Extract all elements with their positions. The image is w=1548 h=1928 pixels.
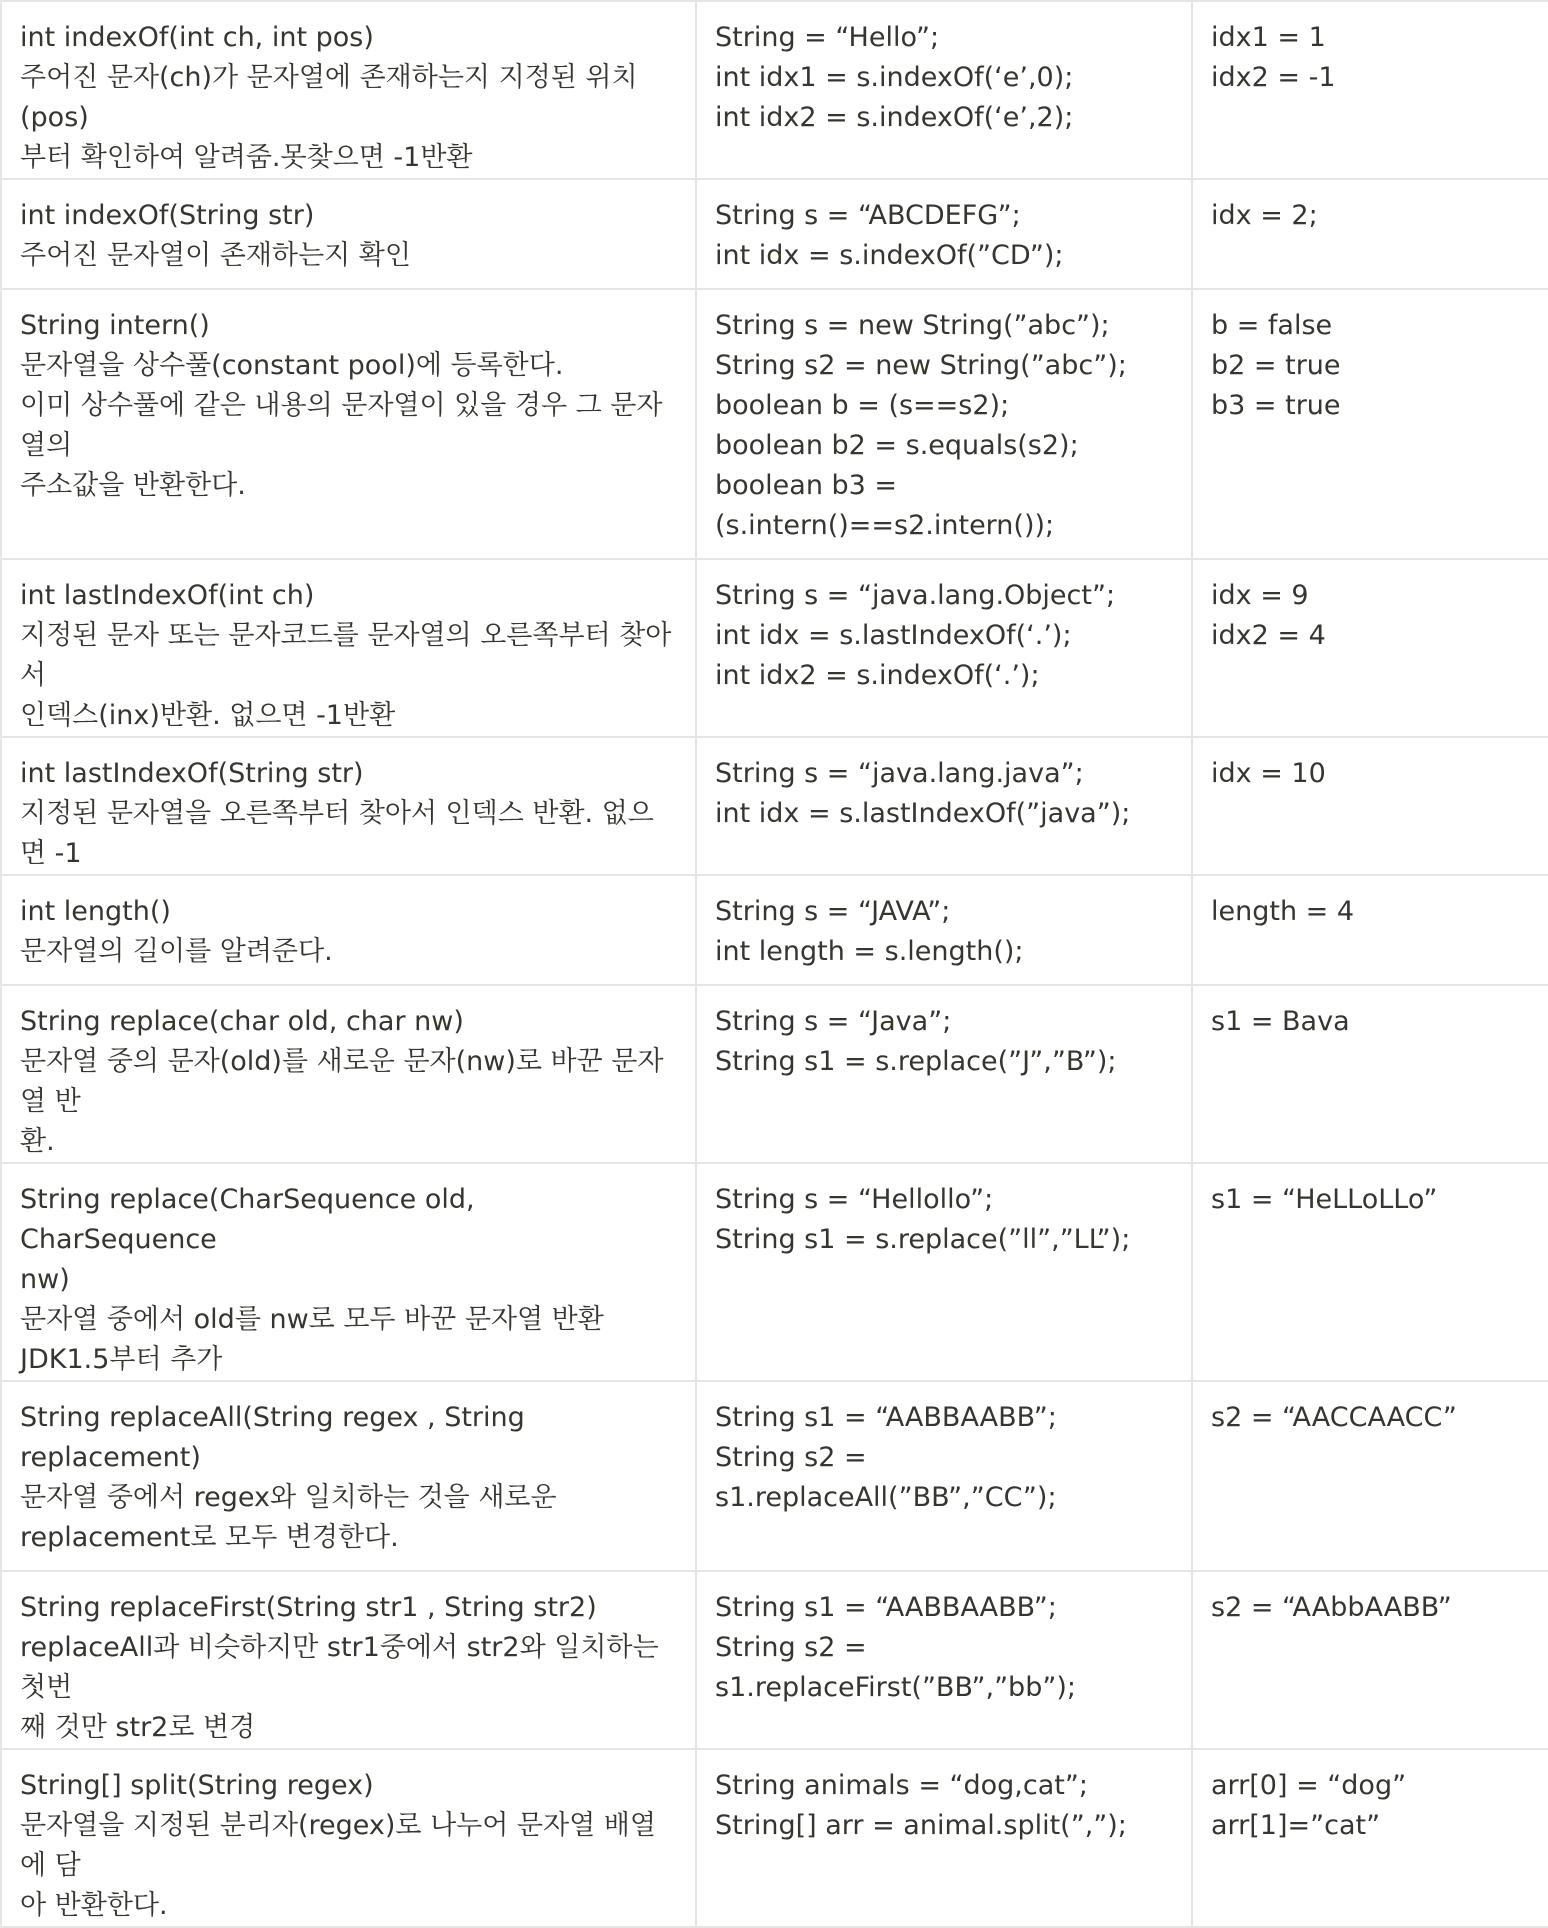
method-text-line: String replaceFirst(String str1 , String str2)	[20, 1592, 597, 1623]
example-text-line: String s = “Hellollo”;	[715, 1184, 994, 1215]
result-text-line: arr[1]=”cat”	[1211, 1810, 1381, 1841]
example-cell	[696, 1381, 1192, 1571]
example-text-line: s1.replaceAll(”BB”,”CC”);	[715, 1482, 1057, 1513]
example-cell	[696, 289, 1192, 559]
result-text-line: idx = 9	[1211, 580, 1309, 611]
method-cell	[1, 737, 696, 875]
example-text-line: (s.intern()==s2.intern());	[715, 510, 1055, 541]
method-text-line: 문자열의 길이를 알려준다.	[20, 936, 333, 967]
method-text-line: int lastIndexOf(int ch)	[20, 580, 315, 611]
table-row	[1, 737, 1548, 875]
example-text-line: String animals = “dog,cat”;	[715, 1770, 1088, 1801]
example-text-line: String[] arr = animal.split(”,”);	[715, 1810, 1127, 1841]
example-text-line: String s = “Java”;	[715, 1006, 952, 1037]
method-cell	[1, 1571, 696, 1749]
result-text-line: idx2 = 4	[1211, 620, 1326, 651]
result-text-line: s2 = “AAbbAABB”	[1211, 1592, 1452, 1623]
result-text-line: idx1 = 1	[1211, 22, 1326, 53]
result-cell	[1192, 875, 1548, 985]
example-text-line: String s2 =	[715, 1442, 867, 1473]
example-text-line: int idx = s.lastIndexOf(”java”);	[715, 798, 1131, 829]
method-text-line: 주어진 문자열이 존재하는지 확인	[20, 240, 411, 271]
result-cell	[1192, 559, 1548, 737]
result-text-line: s1 = “HeLLoLLo”	[1211, 1184, 1438, 1215]
method-text-line: int lastIndexOf(String str)	[20, 758, 364, 789]
method-text-line: 인덱스(inx)반환. 없으면 -1반환	[20, 700, 396, 731]
example-text-line: String = “Hello”;	[715, 22, 940, 53]
method-text-line: JDK1.5부터 추가	[20, 1344, 223, 1375]
method-text-line: 환.	[20, 1126, 55, 1157]
method-text-line: String replace(CharSequence old, CharSequence	[20, 1184, 484, 1255]
example-text-line: String s2 = new String(”abc”);	[715, 350, 1127, 381]
example-text-line: String s1 = s.replace(”ll”,”LL”);	[715, 1224, 1131, 1255]
result-cell	[1192, 985, 1548, 1163]
table-row	[1, 1163, 1548, 1381]
method-text-line: 째 것만 str2로 변경	[20, 1712, 256, 1743]
method-text-line: nw)	[20, 1264, 70, 1295]
method-text-line: int length()	[20, 896, 171, 927]
method-text-line: String replace(char old, char nw)	[20, 1006, 464, 1037]
example-text-line: String s1 = “AABBAABB”;	[715, 1402, 1057, 1433]
table-row	[1, 875, 1548, 985]
example-text-line: int length = s.length();	[715, 936, 1024, 967]
table-row	[1, 289, 1548, 559]
result-text-line: idx2 = -1	[1211, 62, 1336, 93]
table-row	[1, 1571, 1548, 1749]
example-cell	[696, 985, 1192, 1163]
example-text-line: String s2 =	[715, 1632, 867, 1663]
result-text-line: arr[0] = “dog”	[1211, 1770, 1407, 1801]
method-text-line: 문자열을 상수풀(constant pool)에 등록한다.	[20, 350, 564, 381]
table-body	[1, 1, 1548, 1927]
table-row	[1, 179, 1548, 289]
method-cell	[1, 289, 696, 559]
example-cell	[696, 559, 1192, 737]
example-text-line: int idx1 = s.indexOf(‘e’,0);	[715, 62, 1074, 93]
example-text-line: String s1 = “AABBAABB”;	[715, 1592, 1057, 1623]
result-cell	[1192, 289, 1548, 559]
method-text-line: 부터 확인하여 알려줌.못찾으면 -1반환	[20, 142, 473, 173]
example-text-line: String s = “java.lang.java”;	[715, 758, 1084, 789]
method-text-line: String intern()	[20, 310, 210, 341]
result-cell	[1192, 1163, 1548, 1381]
result-cell	[1192, 1571, 1548, 1749]
example-text-line: boolean b2 = s.equals(s2);	[715, 430, 1079, 461]
method-text-line: replacement로 모두 변경한다.	[20, 1522, 399, 1553]
result-cell	[1192, 1381, 1548, 1571]
example-cell	[696, 1163, 1192, 1381]
example-cell	[696, 1571, 1192, 1749]
example-text-line: s1.replaceFirst(”BB”,”bb”);	[715, 1672, 1076, 1703]
method-text-line: 주소값을 반환한다.	[20, 470, 246, 501]
method-text-line: 문자열 중의 문자(old)를 새로운 문자(nw)로 바꾼 문자열 반	[20, 1046, 664, 1117]
method-cell	[1, 179, 696, 289]
method-cell	[1, 875, 696, 985]
example-text-line: String s = “java.lang.Object”;	[715, 580, 1116, 611]
example-cell	[696, 875, 1192, 985]
method-text-line: 문자열 중에서 regex와 일치하는 것을 새로운	[20, 1482, 557, 1513]
result-text-line: b3 = true	[1211, 390, 1341, 421]
result-text-line: s2 = “AACCAACC”	[1211, 1402, 1457, 1433]
result-text-line: b = false	[1211, 310, 1333, 341]
method-cell	[1, 1163, 696, 1381]
example-text-line: boolean b3 =	[715, 470, 898, 501]
example-cell	[696, 179, 1192, 289]
method-cell	[1, 1, 696, 179]
result-cell	[1192, 1749, 1548, 1927]
example-text-line: String s = “JAVA”;	[715, 896, 951, 927]
example-text-line: String s1 = s.replace(”J”,”B”);	[715, 1046, 1117, 1077]
result-cell	[1192, 737, 1548, 875]
table-row	[1, 559, 1548, 737]
method-cell	[1, 1381, 696, 1571]
example-cell	[696, 737, 1192, 875]
result-text-line: length = 4	[1211, 896, 1355, 927]
method-text-line: 아 반환한다.	[20, 1890, 168, 1921]
method-text-line: replacement)	[20, 1442, 201, 1473]
example-cell	[696, 1, 1192, 179]
method-text-line: 문자열 중에서 old를 nw로 모두 바꾼 문자열 반환	[20, 1304, 604, 1335]
table-row	[1, 985, 1548, 1163]
method-text-line: 지정된 문자열을 오른쪽부터 찾아서 인덱스 반환. 없으면 -1	[20, 798, 654, 869]
example-text-line: int idx2 = s.indexOf(‘e’,2);	[715, 102, 1074, 133]
table-row	[1, 1381, 1548, 1571]
example-text-line: int idx2 = s.indexOf(‘.’);	[715, 660, 1040, 691]
method-text-line: replaceAll과 비슷하지만 str1중에서 str2와 일치하는 첫번	[20, 1632, 668, 1703]
method-text-line: 이미 상수풀에 같은 내용의 문자열이 있을 경우 그 문자열의	[20, 390, 663, 461]
example-text-line: int idx = s.lastIndexOf(‘.’);	[715, 620, 1072, 651]
method-cell	[1, 985, 696, 1163]
example-text-line: String s = new String(”abc”);	[715, 310, 1110, 341]
result-text-line: idx = 10	[1211, 758, 1326, 789]
method-text-line: 지정된 문자 또는 문자코드를 문자열의 오른쪽부터 찾아서	[20, 620, 672, 691]
result-text-line: s1 = Bava	[1211, 1006, 1350, 1037]
method-text-line: String[] split(String regex)	[20, 1770, 374, 1801]
method-cell	[1, 1749, 696, 1927]
example-text-line: String s = “ABCDEFG”;	[715, 200, 1021, 231]
result-cell	[1192, 1, 1548, 179]
method-text-line: int indexOf(int ch, int pos)	[20, 22, 374, 53]
method-cell	[1, 559, 696, 737]
example-cell	[696, 1749, 1192, 1927]
example-text-line: int idx = s.indexOf(”CD”);	[715, 240, 1064, 271]
table-row	[1, 1749, 1548, 1927]
result-cell	[1192, 179, 1548, 289]
result-text-line: idx = 2;	[1211, 200, 1318, 231]
example-text-line: boolean b = (s==s2);	[715, 390, 1010, 421]
method-text-line: String replaceAll(String regex , String	[20, 1402, 525, 1433]
method-text-line: 주어진 문자(ch)가 문자열에 존재하는지 지정된 위치(pos)	[20, 62, 638, 133]
table-row	[1, 1, 1548, 179]
method-text-line: int indexOf(String str)	[20, 200, 315, 231]
result-text-line: b2 = true	[1211, 350, 1341, 381]
method-text-line: 문자열을 지정된 분리자(regex)로 나누어 문자열 배열에 담	[20, 1810, 656, 1881]
